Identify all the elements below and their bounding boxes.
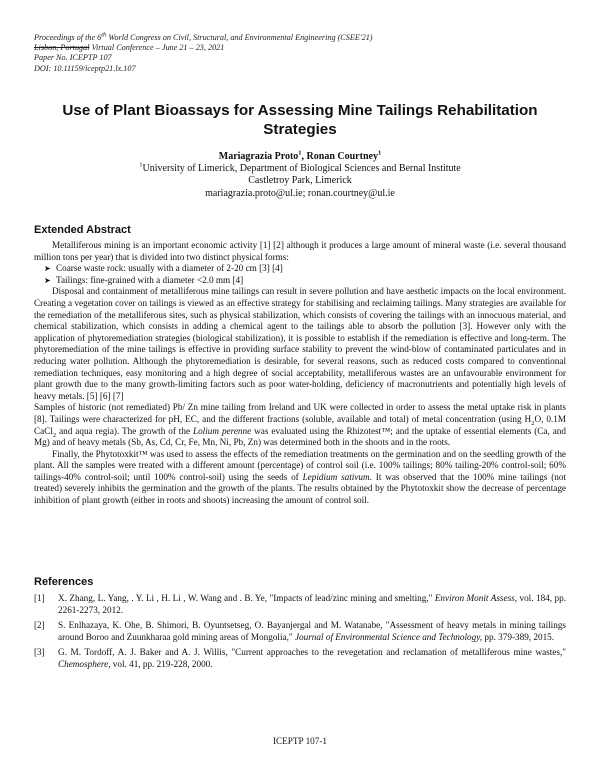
header-line-3: Paper No. ICEPTP 107 [34,53,112,63]
references-heading: References [34,576,94,588]
abstract-paragraph-1: Metalliferous mining is an important economic activity [1] [2] although it produces a large amount of mineral waste (i.e. several thousand million tons per year) that is divided into two distinct physical forms: [34,240,566,262]
page-footer: ICEPTP 107-1 [272,736,328,746]
bullet-item-tailings: ➤ Tailings: fine-grained with a diameter <2.0 mm [4] [44,274,244,285]
reference-item: [1] X. Zhang, L. Yang, . Y. Li , H. Li , W. Wang and . B. Ye, "Impacts of lead/zinc mining and smelting," Environ Monit Assess, vol. 184, pp. 2261-2273, 2012. [34,593,566,615]
author-affiliation: $^1$University of Limerick, Department of Biological Sciences and Bernal Institute [139,161,461,175]
reference-item: [2] S. Enlhazaya, K. Ohe, B. Shimori, B. Oyuntsetseg, O. Bayanjergal and M. Watanabe, "Assessment of heavy metals in mining tailings around Boroo and Zuunkharaa gold mining areas of Mongolia," Journal of Environmental Science and Technology, pp. 379-389, 2015. [34,620,566,642]
abstract-body [34,240,566,507]
author-block [0,151,600,200]
bullet-item-coarse-rock: ➤ Coarse waste rock: usually with a diameter of 2-20 cm [3] [4] [44,263,283,274]
abstract-paragraph-3: Samples of historic (not remediated) Pb/ Zn mine tailing from Ireland and UK were collected in order to assess the metal uptake risk in plants [8]. Tailings were characterized for pH, EC, and the different fractions (soluble, available and total) of metal concentration (using $H_2O$, 0.1M CaCl$_2$ and aqua regia). The growth of the Lolium perenne was evaluated using the Rhizotest™; and the uptake of essential elements (Ca, and Mg) and of heavy metals (Sb, As, Cd, Cr, Fe, Mn, Ni, Pb, Zn) was determined both in the shoots and in the roots. [34,402,566,448]
author-address: Castletroy Park, Limerick [248,175,352,187]
reference-list [34,593,566,675]
reference-item: [3] G. M. Tordoff, A. J. Baker and A. J. Willis, "Current approaches to the revegetation and reclamation of metalliferous mine wastes," Chemosphere, vol. 41, pp. 219-228, 2000. [34,647,566,669]
header-line-2: Lisbon, Portugal Virtual Conference – June 21 – 23, 2021 [34,43,225,53]
author-emails: mariagrazia.proto@ul.ie; ronan.courtney@ul.ie [205,187,395,199]
author-names: Mariagrazia Proto$^1$, Ronan Courtney$^1$ [218,149,382,162]
arrowhead-bullet-icon: ➤ [44,275,51,285]
proceedings-header [34,33,373,74]
paper-title: Use of Plant Bioassays for Assessing Mine Tailings Rehabilitation Strategies [62,102,538,138]
abstract-heading: Extended Abstract [34,224,131,236]
header-line-1: Proceedings of the 6th World Congress on Civil, Structural, and Environmental Engineering (CSEE'21) [34,31,373,42]
abstract-paragraph-2: Disposal and containment of metalliferous mine tailings can result in severe pollution and have aesthetic impacts on the local environment. Creating a vegetation cover on tailings is viewed as an effective strategy for stabilising and reclaiming tailings. Many strategies are available for the remediation of the metalliferous sites, such as physical stabilization, which consists of covering the tailings with an innocuous material, and chemical stabilization, which consists in adding a chemical agent to the tailings able to absorb the pollution [3]. However only with the application of phytoremediation strategies (biological stabilization), it is possible to establish if the remediation is effective and long-term. The phytoremediation of the mine tailings is effective in providing surface stability to prevent the wind-blow of contaminated particulates and in reducing water pollution. Although the phytoremediation is desirable, for several reasons, such as reduced costs compared to conventional remediation techniques, easy monitoring and a high degree of social acceptability, metalliferous wastes are an unfavourable environment for plant growth due to the many growth-limiting factors such as poor water-holding, deficiency of macronutrients and potentially high levels of heavy metals. [5] [6] [7] [34,286,566,401]
header-doi: DOI: 10.11159/iceptp21.lx.107 [34,63,136,73]
arrowhead-bullet-icon: ➤ [44,264,51,274]
abstract-paragraph-4: Finally, the Phytotoxkit™ was used to assess the effects of the remediation treatments on the germination and on the seedling growth of the plant. All the samples were treated with a different amount (percentage) of control soil (i.e. 100% tailings; 80% tailing-20% control-soil; 60% tailings-40% control-soil; until 100% control-soil) using the seeds of Lepidium sativum. It was observed that the 100% mine tailings (not treated) severely inhibits the germination and the growth of the plants. The results obtained by the Phytotoxkit show the decrease of percentage inhibition of plant growth (either in roots and shoots) increasing the amount of control soil. [34,448,566,506]
